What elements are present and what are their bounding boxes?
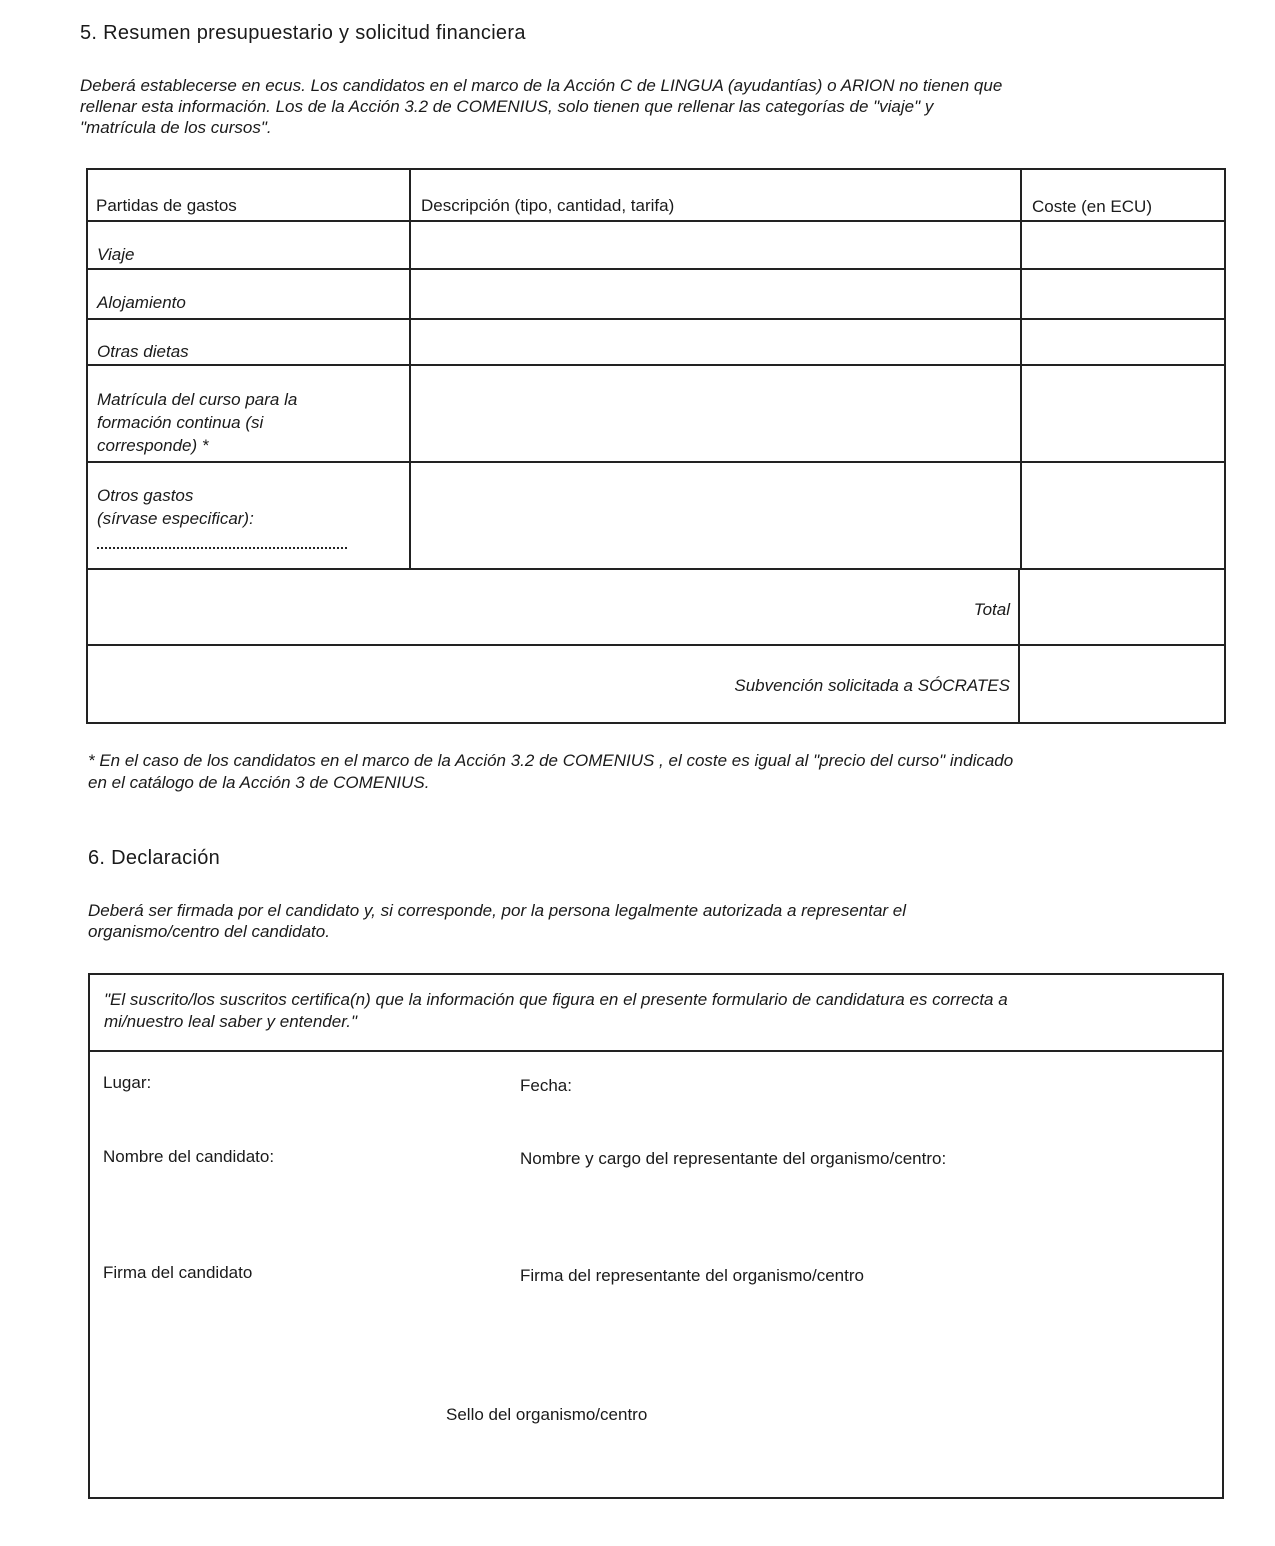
declaration-divider xyxy=(90,1050,1222,1052)
footnote-line: * En el caso de los candidatos en el marco de la Acción 3.2 de COMENIUS , el coste es igual al "precio del curso" indicado xyxy=(88,751,1014,770)
row-divider xyxy=(88,220,1226,222)
row-label-other-allowances: Otras dietas xyxy=(97,342,189,361)
table-border xyxy=(88,722,1226,724)
header-items: Partidas de gastos xyxy=(96,196,237,215)
column-divider xyxy=(1018,570,1020,724)
table-border xyxy=(1224,170,1226,724)
section-5-intro-line: "matrícula de los cursos". xyxy=(80,118,272,137)
total-label: Total xyxy=(973,600,1010,619)
budget-footnote xyxy=(88,750,1238,794)
column-divider xyxy=(409,170,411,570)
section-5-heading: 5. Resumen presupuestario y solicitud financiera xyxy=(80,22,526,44)
grant-requested-label: Subvención solicitada a SÓCRATES xyxy=(734,676,1010,695)
section-6-intro-line: Deberá ser firmada por el candidato y, si corresponde, por la persona legalmente autorizada a representar el xyxy=(88,901,907,920)
row-label-travel: Viaje xyxy=(97,245,135,264)
section-5-intro-line: rellenar esta información. Los de la Acción 3.2 de COMENIUS, solo tienen que rellenar las categorías de "viaje" y xyxy=(80,97,934,116)
row-label-accommodation: Alojamiento xyxy=(97,293,186,312)
row-divider xyxy=(88,644,1226,646)
section-5-intro xyxy=(80,75,1230,138)
row-divider xyxy=(88,364,1226,366)
row-label-line: (sírvase especificar): xyxy=(97,509,254,528)
declaration-line: "El suscrito/los suscritos certifica(n) que la información que figura en el presente formulario de candidatura es correcta a xyxy=(104,990,1008,1009)
column-divider xyxy=(1020,170,1022,570)
section-6-intro-line: organismo/centro del candidato. xyxy=(88,922,330,941)
row-divider xyxy=(88,318,1226,320)
row-label-line: corresponde) * xyxy=(97,436,209,455)
budget-table xyxy=(86,168,1226,724)
row-label-line: formación continua (si xyxy=(97,413,264,432)
declaration-box xyxy=(88,973,1224,1499)
row-label-line: Matrícula del curso para la xyxy=(97,390,298,409)
representative-name-label: Nombre y cargo del representante del organismo/centro: xyxy=(520,1149,947,1168)
section-6-heading: 6. Declaración xyxy=(88,847,221,869)
declaration-statement xyxy=(104,989,1204,1033)
candidate-name-label: Nombre del candidato: xyxy=(103,1147,275,1166)
header-cost: Coste (en ECU) xyxy=(1032,197,1152,216)
date-label: Fecha: xyxy=(520,1076,572,1095)
section-6-intro xyxy=(88,900,1228,942)
section-5-intro-line: Deberá establecerse en ecus. Los candidatos en el marco de la Acción C de LINGUA (ayudantías) o ARION no tienen que xyxy=(80,76,1003,95)
representative-signature-label: Firma del representante del organismo/centro xyxy=(520,1266,864,1285)
row-label-line: Otros gastos xyxy=(97,486,194,505)
row-label-other-costs xyxy=(97,484,254,530)
row-label-course-fee xyxy=(97,388,297,457)
header-description: Descripción (tipo, cantidad, tarifa) xyxy=(421,196,675,215)
specify-dotted-line xyxy=(97,547,347,549)
row-divider xyxy=(88,568,1226,570)
footnote-line: en el catálogo de la Acción 3 de COMENIUS. xyxy=(88,773,430,792)
place-label: Lugar: xyxy=(103,1073,152,1092)
declaration-line: mi/nuestro leal saber y entender." xyxy=(104,1012,357,1031)
candidate-signature-label: Firma del candidato xyxy=(103,1263,253,1282)
row-divider xyxy=(88,461,1226,463)
row-divider xyxy=(88,268,1226,270)
stamp-label: Sello del organismo/centro xyxy=(446,1405,648,1424)
